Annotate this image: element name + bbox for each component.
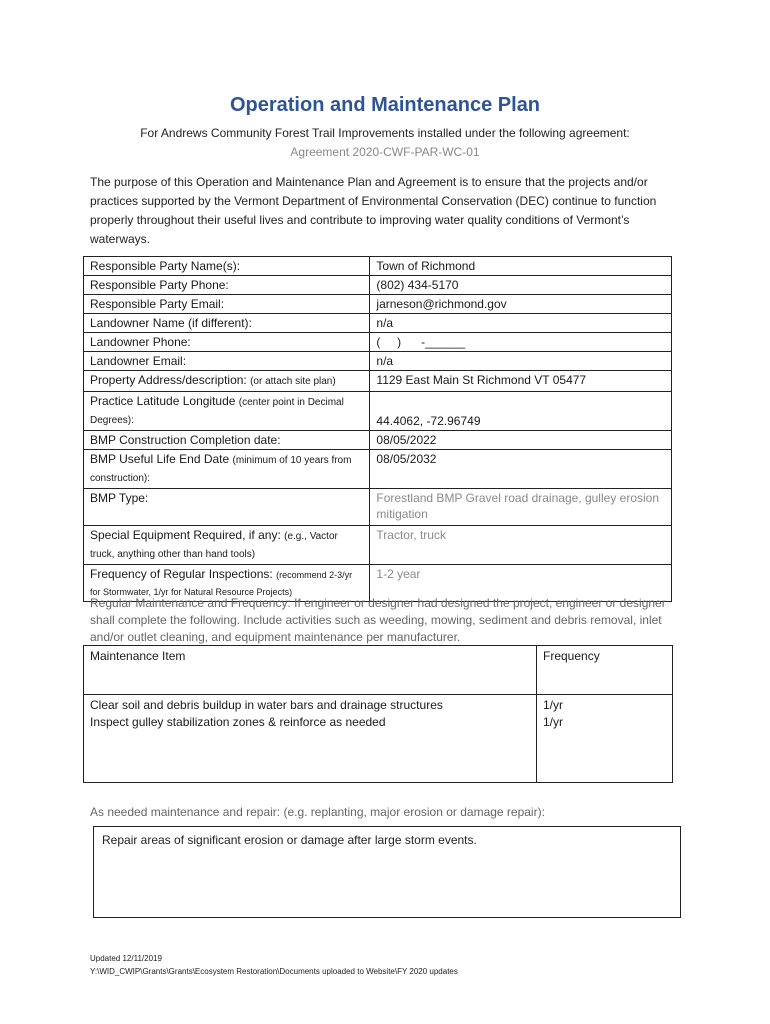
table-row xyxy=(84,333,672,352)
responsible-phone-field[interactable]: (802) 434-5170 xyxy=(370,276,672,295)
property-address-label-text: Property Address/description: xyxy=(90,373,247,387)
lat-lon-note: (center point in Decimal Degrees): xyxy=(90,397,344,426)
landowner-phone-field[interactable]: ( ) -______ xyxy=(370,333,672,352)
lat-lon-label xyxy=(84,392,370,431)
table-row xyxy=(84,526,672,565)
responsible-phone-label: Responsible Party Phone: xyxy=(84,276,370,295)
inspection-frequency-field[interactable]: 1-2 year xyxy=(370,565,672,602)
responsible-email-label: Responsible Party Email: xyxy=(84,295,370,314)
table-row xyxy=(84,489,672,526)
page-subtitle: For Andrews Community Forest Trail Improvements installed under the following agreement: xyxy=(140,126,630,140)
maintenance-item: Clear soil and debris buildup in water bars and drainage structures xyxy=(90,698,443,713)
table-row xyxy=(84,371,672,392)
useful-life-note: (minimum of 10 years from construction): xyxy=(90,455,352,484)
landowner-name-label: Landowner Name (if different): xyxy=(84,314,370,333)
lat-lon-label-text: Practice Latitude Longitude xyxy=(90,394,236,408)
maintenance-frequency: 1/yr xyxy=(543,698,564,713)
landowner-email-field[interactable]: n/a xyxy=(370,352,672,371)
frequency-cell[interactable] xyxy=(537,695,673,783)
regular-maintenance-instructions: Regular Maintenance and Frequency: If engineer or designer had designed the project, engineer or designer shall complete the following. Include activities such as weeding, mowing, sediment and debris removal, inlet and/or outlet cleaning, and equipment maintenance per manufacturer. xyxy=(90,596,666,644)
completion-date-label: BMP Construction Completion date: xyxy=(84,431,370,450)
maintenance-items-cell[interactable] xyxy=(84,695,537,783)
purpose-paragraph: The purpose of this Operation and Maintenance Plan and Agreement is to ensure that the projects and/or practices supported by the Vermont Department of Environmental Conservation (DEC) continue to function properly throughout their useful lives and contribute to improving water quality conditions of Vermont’s waterways. xyxy=(90,175,657,246)
inspection-frequency-note: (recommend 2-3/yr for Stormwater, 1/yr for Natural Resource Projects) xyxy=(90,570,353,597)
footer xyxy=(90,952,458,978)
landowner-name-field[interactable]: n/a xyxy=(370,314,672,333)
bmp-type-field[interactable]: Forestland BMP Gravel road drainage, gulley erosion mitigation xyxy=(370,489,672,526)
special-equipment-label xyxy=(84,526,370,565)
special-equipment-label-text: Special Equipment Required, if any: xyxy=(90,528,281,542)
property-address-field[interactable]: 1129 East Main St Richmond VT 05477 xyxy=(370,371,672,392)
table-row xyxy=(84,431,672,450)
table-header-row xyxy=(84,646,673,695)
useful-life-label-text: BMP Useful Life End Date xyxy=(90,452,230,466)
table-row xyxy=(84,352,672,371)
updated-date: Updated 12/11/2019 xyxy=(90,954,162,963)
as-needed-label: As needed maintenance and repair: (e.g. replanting, major erosion or damage repair): xyxy=(90,805,545,819)
table-row xyxy=(84,450,672,489)
frequency-header: Frequency xyxy=(537,646,673,695)
maintenance-item-header: Maintenance Item xyxy=(84,646,537,695)
lat-lon-field[interactable]: 44.4062, -72.96749 xyxy=(370,392,672,431)
agreement-number: Agreement 2020-CWF-PAR-WC-01 xyxy=(290,145,480,159)
table-row xyxy=(84,314,672,333)
bmp-type-label: BMP Type: xyxy=(84,489,370,526)
table-row xyxy=(84,392,672,431)
maintenance-frequency: 1/yr xyxy=(543,715,564,730)
responsible-email-field[interactable]: jarneson@richmond.gov xyxy=(370,295,672,314)
maintenance-item: Inspect gulley stabilization zones & reinforce as needed xyxy=(90,715,386,730)
table-row xyxy=(84,257,672,276)
useful-life-label xyxy=(84,450,370,489)
special-equipment-field[interactable]: Tractor, truck xyxy=(370,526,672,565)
table-row xyxy=(84,276,672,295)
table-row xyxy=(84,695,673,783)
property-address-label xyxy=(84,371,370,392)
responsible-party-table xyxy=(83,256,672,602)
file-path: Y:\WID_CWIP\Grants\Grants\Ecosystem Restoration\Documents uploaded to Website\FY 2020 updates xyxy=(90,967,458,976)
property-address-note: (or attach site plan) xyxy=(250,376,336,387)
responsible-name-field[interactable]: Town of Richmond xyxy=(370,257,672,276)
inspection-frequency-label-text: Frequency of Regular Inspections: xyxy=(90,567,273,581)
table-row xyxy=(84,295,672,314)
special-equipment-note: (e.g., Vactor truck, anything other than hand tools) xyxy=(90,531,338,560)
maintenance-table xyxy=(83,645,673,783)
landowner-phone-label: Landowner Phone: xyxy=(84,333,370,352)
responsible-name-label: Responsible Party Name(s): xyxy=(84,257,370,276)
landowner-email-label: Landowner Email: xyxy=(84,352,370,371)
page-title: Operation and Maintenance Plan xyxy=(229,94,541,116)
completion-date-field[interactable]: 08/05/2022 xyxy=(370,431,672,450)
as-needed-repair-field[interactable]: Repair areas of significant erosion or damage after large storm events. xyxy=(93,826,681,918)
useful-life-field[interactable]: 08/05/2032 xyxy=(370,450,672,489)
